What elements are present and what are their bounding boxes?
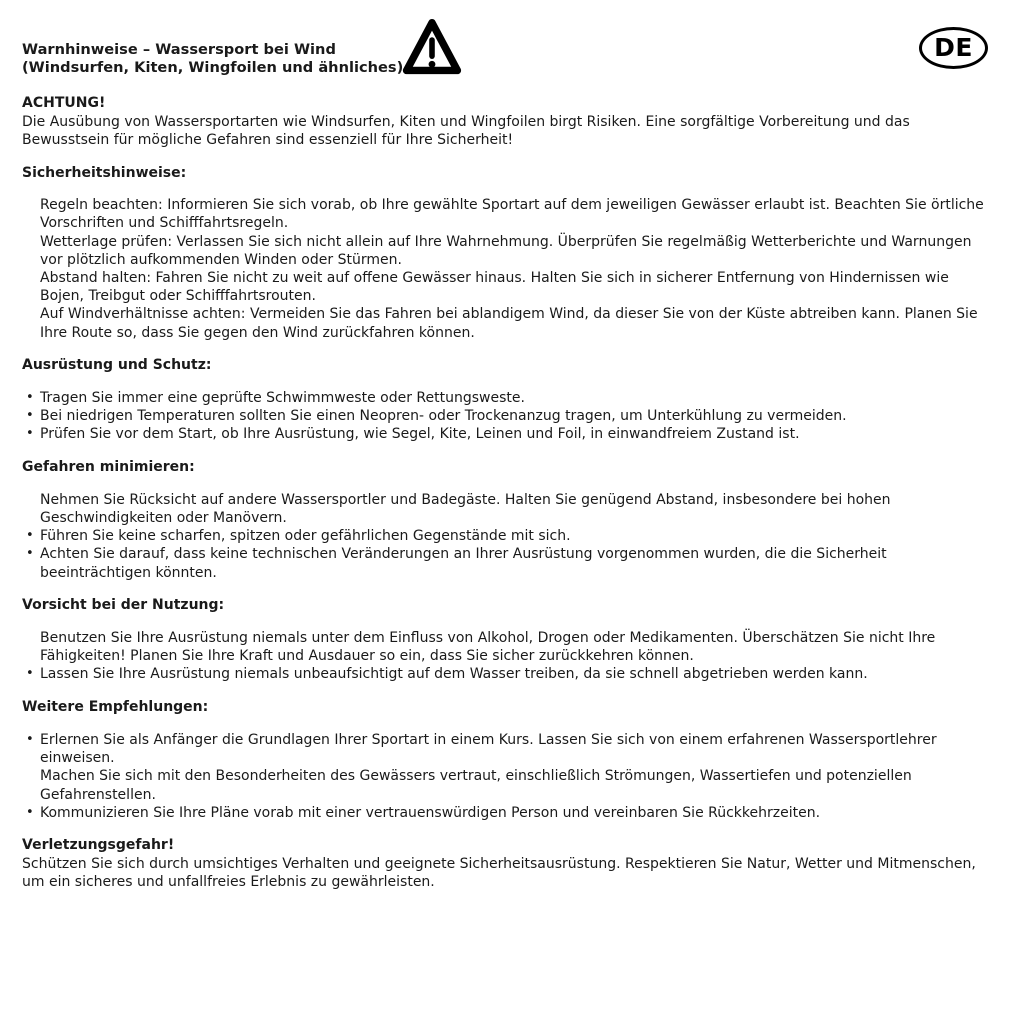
section (22, 164, 995, 342)
section-heading: Sicherheitshinweise: (22, 164, 187, 181)
bullet-text: Führen Sie keine scharfen, spitzen oder gefährlichen Gegenstände mit sich. (40, 528, 571, 545)
paragraph: Machen Sie sich mit den Besonderheiten des Gewässers vertraut, einschließlich Strömungen, Wassertiefen und potenziellen Gefahrenstellen. (40, 768, 912, 803)
section-heading: Vorsicht bei der Nutzung: (22, 597, 225, 614)
bullet-icon: • (26, 804, 34, 820)
paragraph: Abstand halten: Fahren Sie nicht zu weit auf offene Gewässer hinaus. Halten Sie sich in sicherer Entfernung von Hindernissen wie Bojen, Treibgut oder Schifffahrtsrouten. (40, 270, 949, 305)
bullet-icon: • (26, 546, 34, 562)
bullet-text: Kommunizieren Sie Ihre Pläne vorab mit einer vertrauenswürdigen Person und vereinbaren Sie Rückkehrzeiten. (40, 804, 821, 821)
paragraph: Nehmen Sie Rücksicht auf andere Wassersportler und Badegäste. Halten Sie genügend Abstand, insbesondere bei hohen Geschwindigkeiten oder Manövern. (40, 491, 891, 527)
section-items (22, 491, 995, 582)
paragraph: Regeln beachten: Informieren Sie sich vorab, ob Ihre gewählte Sportart auf dem jeweiligen Gewässer erlaubt ist. Beachten Sie örtliche Vorschriften und Schifffahrtsregeln. (40, 197, 984, 232)
section-heading: Weitere Empfehlungen: (22, 699, 209, 716)
bullet-text: Lassen Sie Ihre Ausrüstung niemals unbeaufsichtigt auf dem Wasser treiben, da sie schnell abgetrieben werden kann. (40, 666, 868, 683)
paragraph: Benutzen Sie Ihre Ausrüstung niemals unter dem Einfluss von Alkohol, Drogen oder Medikamenten. Überschätzen Sie nicht Ihre Fähigkeiten! Planen Sie Ihre Kraft und Ausdauer so ein, dass Sie sicher zurückkehren können. (40, 630, 936, 665)
section (22, 698, 995, 822)
section-items (22, 113, 995, 149)
bullet-item (26, 527, 995, 545)
bullet-icon: • (26, 731, 34, 747)
bullet-icon: • (26, 666, 34, 682)
bullet-text: Tragen Sie immer eine geprüfte Schwimmweste oder Rettungsweste. (40, 390, 525, 407)
page-title-line2: (Windsurfen, Kiten, Wingfoilen und ähnliches) (22, 59, 404, 77)
section-items (22, 855, 995, 891)
section-items (22, 389, 995, 444)
language-badge (919, 27, 988, 69)
bullet-item (26, 804, 995, 822)
page-title-line1: Warnhinweise – Wassersport bei Wind (22, 41, 336, 58)
warning-triangle-icon (401, 16, 463, 79)
bullet-item (26, 665, 995, 683)
section (22, 458, 995, 582)
bullet-item (26, 731, 995, 767)
section (22, 596, 995, 683)
paragraph: Die Ausübung von Wassersportarten wie Windsurfen, Kiten und Wingfoilen birgt Risiken. Eine sorgfältige Vorbereitung und das Bewusstsein für mögliche Gefahren sind essenziell für Ihre Sicherheit! (22, 113, 910, 148)
bullet-item (26, 389, 995, 407)
section-items (22, 196, 995, 342)
bullet-icon: • (26, 528, 34, 544)
section-items (22, 629, 995, 684)
bullet-item (26, 407, 995, 425)
section-heading: ACHTUNG! (22, 95, 106, 112)
bullet-item (26, 545, 995, 581)
paragraph: Auf Windverhältnisse achten: Vermeiden Sie das Fahren bei ablandigem Wind, da dieser Sie von der Küste abtreiben kann. Planen Sie Ihre Route so, dass Sie gegen den Wind zurückfahren können. (40, 306, 978, 341)
section-heading: Gefahren minimieren: (22, 459, 195, 476)
language-badge-label: DE (934, 32, 973, 62)
bullet-icon: • (26, 390, 34, 406)
page-title (22, 41, 412, 77)
bullet-icon: • (26, 408, 34, 424)
section (22, 836, 995, 891)
section-heading: Verletzungsgefahr! (22, 837, 175, 854)
bullet-text: Bei niedrigen Temperaturen sollten Sie einen Neopren- oder Trockenanzug tragen, um Unterkühlung zu vermeiden. (40, 408, 847, 425)
bullet-item (26, 425, 995, 443)
section-items (22, 731, 995, 822)
paragraph: Wetterlage prüfen: Verlassen Sie sich nicht allein auf Ihre Wahrnehmung. Überprüfen Sie regelmäßig Wetterberichte und Warnungen vor plötzlich aufkommenden Winden oder Stürmen. (40, 233, 972, 268)
bullet-text: Achten Sie darauf, dass keine technischen Veränderungen an Ihrer Ausrüstung vorgenommen wurden, die die Sicherheit beeinträchtigen könnten. (40, 546, 887, 581)
section (22, 356, 995, 443)
section (22, 94, 995, 149)
section-heading: Ausrüstung und Schutz: (22, 357, 212, 374)
bullet-text: Erlernen Sie als Anfänger die Grundlagen Ihrer Sportart in einem Kurs. Lassen Sie sich von einem erfahrenen Wassersportlehrer einweisen. (40, 731, 937, 767)
paragraph: Schützen Sie sich durch umsichtiges Verhalten und geeignete Sicherheitsausrüstung. Respektieren Sie Natur, Wetter und Mitmenschen, um ein sicheres und unfallfreies Erlebnis zu gewährleisten. (22, 855, 976, 890)
bullet-icon: • (26, 426, 34, 442)
document-body (22, 94, 995, 891)
bullet-text: Prüfen Sie vor dem Start, ob Ihre Ausrüstung, wie Segel, Kite, Leinen und Foil, in einwandfreiem Zustand ist. (40, 426, 800, 443)
